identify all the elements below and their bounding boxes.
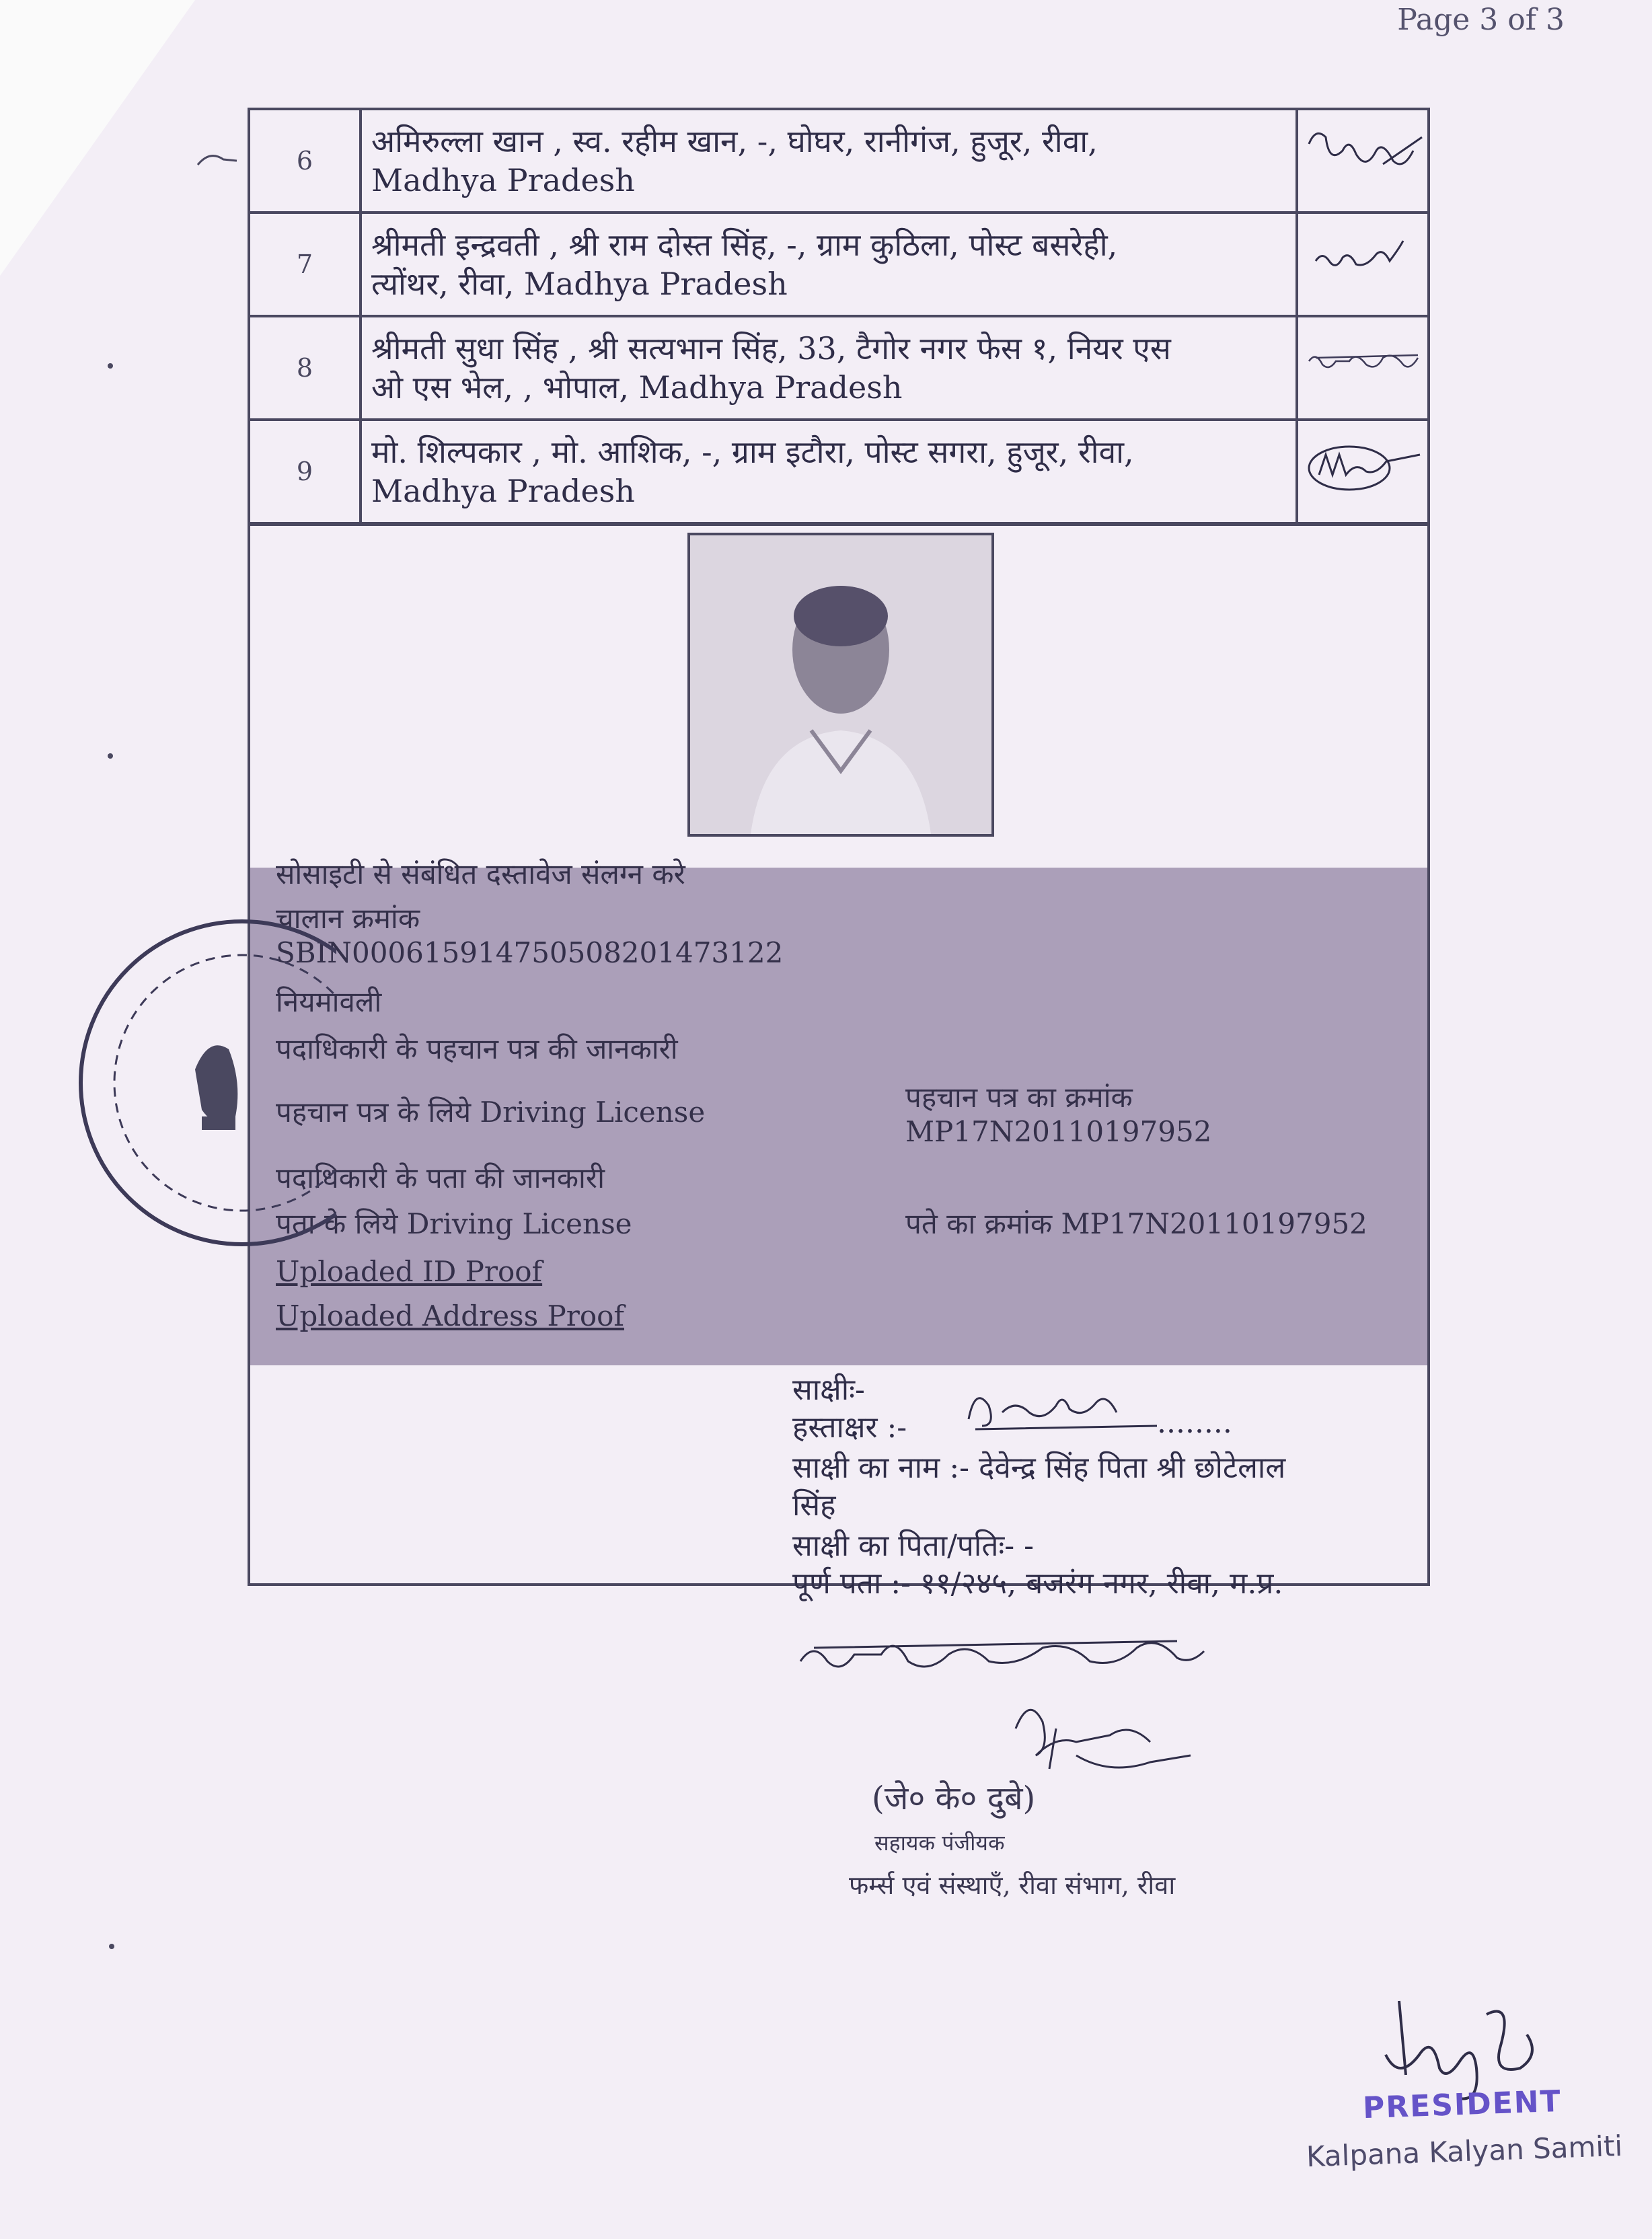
member-line: Madhya Pradesh	[371, 473, 635, 509]
bylaws-label: नियमावली	[276, 985, 382, 1018]
table-row	[249, 109, 1429, 213]
member-line: ओ एस भेल, , भोपाल, Madhya Pradesh	[371, 369, 903, 406]
members-table	[248, 108, 1430, 525]
president-title: PRESIDENT	[1362, 2084, 1563, 2126]
officer-id-heading: पदाधिकारी के पहचान पत्र की जानकारी	[276, 1032, 678, 1065]
member-number: 7	[249, 213, 361, 316]
registrar-name: (जे० के० दुबे)	[872, 1780, 1036, 1817]
member-number: 8	[249, 316, 361, 420]
officer-address-heading: पदाधिकारी के पता की जानकारी	[276, 1162, 605, 1194]
member-signature-cell	[1297, 420, 1429, 523]
member-signature-cell	[1297, 316, 1429, 420]
organization-name: Kalpana Kalyan Samiti	[1306, 2129, 1623, 2174]
address-number: पते का क्रमांक MP17N20110197952	[905, 1207, 1367, 1240]
table-row	[249, 213, 1429, 316]
page-number: Page 3 of 3	[1397, 3, 1565, 37]
person-silhouette-icon	[690, 535, 991, 834]
table-row	[249, 420, 1429, 523]
office-bearer-photo	[687, 533, 994, 837]
witness-father: साक्षी का पिता/पतिः- -	[792, 1529, 1035, 1563]
registrar-office: फर्म्स एवं संस्थाएँ, रीवा संभाग, रीवा	[849, 1870, 1176, 1900]
challan-number: SBIN000615914750508201473122	[276, 936, 784, 969]
speck	[109, 1944, 114, 1949]
member-signature	[1302, 124, 1423, 191]
witness-heading: साक्षीः-	[792, 1373, 865, 1407]
member-number: 9	[249, 420, 361, 523]
member-signature-cell	[1297, 213, 1429, 316]
speck	[108, 363, 113, 369]
member-line: श्रीमती इन्द्रवती , श्री राम दोस्त सिंह, -, ग्राम कुठिला, पोस्ट बसरेही,	[371, 227, 1118, 263]
member-signature	[1302, 434, 1423, 502]
speck	[108, 753, 113, 759]
folded-corner	[0, 0, 195, 276]
uploaded-address-proof-link[interactable]: Uploaded Address Proof	[276, 1299, 624, 1332]
witness-address: पूर्ण पता :- ११/२४५, बजरंग नगर, रीवा, म.प्र.	[792, 1566, 1283, 1601]
documents-heading: सोसाइटी से संबंधित दस्तावेज संलग्न करे	[276, 858, 685, 890]
member-line: मो. शिल्पकार , मो. आशिक, -, ग्राम इटौरा, पोस्ट सगरा, हुजूर, रीवा,	[371, 434, 1134, 470]
challan-label: चालान क्रमांक	[276, 902, 420, 935]
member-signature	[1302, 331, 1423, 398]
id-type: पहचान पत्र के लिये Driving License	[276, 1096, 706, 1129]
member-signature-cell	[1297, 109, 1429, 213]
id-number-label: पहचान पत्र का क्रमांक	[905, 1081, 1133, 1114]
witness-signature-label: हस्ताक्षर :-	[792, 1410, 907, 1445]
member-line: अमिरुल्ला खान , स्व. रहीम खान, -, घोघर, रानीगंज, हुजूर, रीवा,	[371, 123, 1098, 159]
member-details	[361, 109, 1297, 213]
registrar-title: सहायक पंजीयक	[874, 1830, 1005, 1856]
member-number: 6	[249, 109, 361, 213]
member-line: श्रीमती सुधा सिंह , श्री सत्यभान सिंह, 33, टैगोर नगर फेस १, नियर एस	[371, 330, 1171, 367]
table-row	[249, 316, 1429, 420]
id-number: MP17N20110197952	[905, 1115, 1212, 1148]
member-details	[361, 420, 1297, 523]
member-line: Madhya Pradesh	[371, 162, 635, 198]
witness-signature-dots: ........	[1157, 1406, 1232, 1440]
member-signature	[1302, 227, 1423, 295]
official-seal-stamp	[40, 895, 336, 1271]
witness-name: साक्षी का नाम :- देवेन्द्र सिंह पिता श्री छोटेलाल	[792, 1451, 1286, 1485]
member-details	[361, 213, 1297, 316]
witness-signature	[955, 1372, 1170, 1439]
member-line: त्योंथर, रीवा, Madhya Pradesh	[371, 266, 788, 302]
address-type: पता के लिये Driving License	[276, 1207, 632, 1240]
uploaded-id-proof-link[interactable]: Uploaded ID Proof	[276, 1255, 543, 1288]
witness-name-cont: सिंह	[792, 1488, 836, 1523]
member-details	[361, 316, 1297, 420]
